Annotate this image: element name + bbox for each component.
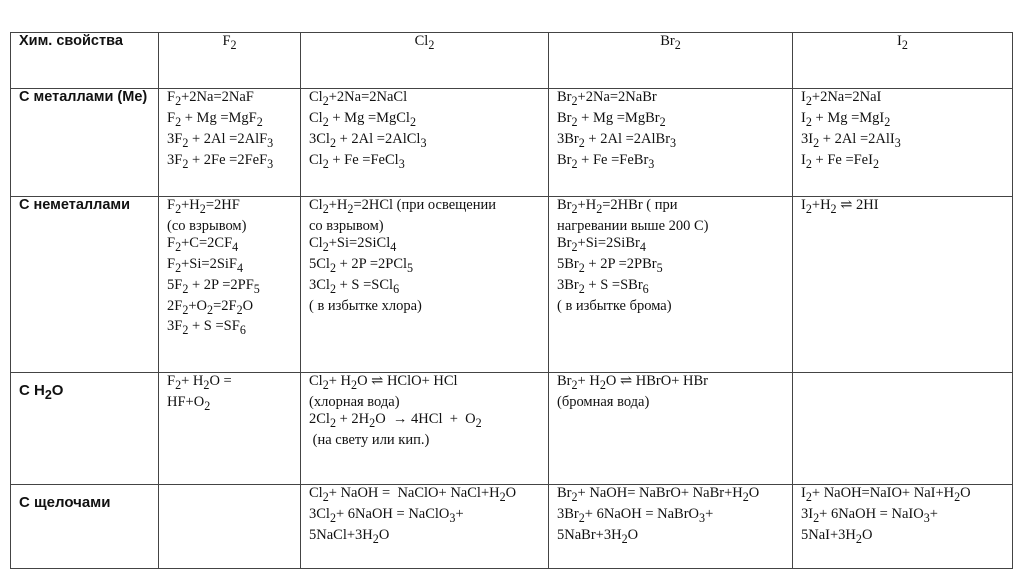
reaction-line: $Cl_2+ H_2O$ ⇌ HClO+ HCl	[309, 373, 458, 392]
cell-metals-i2	[793, 89, 1013, 197]
reaction-line: $Br_2 + Mg$ =MgBr$_2$	[557, 109, 666, 129]
cell-metals-f2	[159, 89, 301, 197]
header-br2: $Br_2$	[549, 33, 793, 89]
reaction-line: $5NaI+3H_2O$	[801, 526, 873, 546]
reaction-line: $5NaBr+3H_2O$	[557, 526, 639, 546]
reaction-line: $I_2+H_2$ ⇌ 2HI	[801, 197, 879, 216]
cell-water-br2	[549, 373, 793, 485]
reaction-line: (бромная вода)	[557, 393, 650, 410]
cell-water-i2	[793, 373, 1013, 485]
reaction-line: (на свету или кип.)	[309, 431, 430, 448]
reaction-line: $3Br_2 + S =SBr_6$	[557, 276, 649, 296]
reaction-line: ( в избытке брома)	[557, 297, 672, 314]
reaction-line: нагревании выше 200 С)	[557, 217, 709, 234]
reaction-line: $HF+O_2$	[167, 393, 211, 413]
reaction-line: $3F_2 + S =SF_6$	[167, 318, 246, 338]
row-label-alkali: С щелочами	[11, 485, 159, 569]
reaction-line: $3F_2 + 2Fe =2FeF_3$	[167, 151, 274, 171]
reaction-line: $Cl_2+H_2=2HCl$ (при освещении	[309, 197, 497, 216]
reaction-line: $Cl_2 + Fe$ =FeCl$_3$	[309, 151, 405, 171]
reaction-line: ( в избытке хлора)	[309, 297, 422, 314]
reaction-line: $3I_2 + 2Al =2AlI_3$	[801, 130, 901, 150]
row-water	[11, 373, 1013, 485]
reaction-line: $2F_2+O_2=2F_2O$	[167, 297, 254, 317]
reaction-line: $3I_2+$ 6NaOH = NaIO$_3$+	[801, 505, 938, 525]
header-i2: $I_2$	[793, 33, 1013, 89]
reaction-line: $3F_2 + 2Al =2AlF_3$	[167, 130, 274, 150]
reaction-line: $Br_2 + Fe$ =FeBr$_3$	[557, 151, 655, 171]
cell-water-f2	[159, 373, 301, 485]
reaction-line: $Cl_2+$ NaOH = NaClO+ $NaCl+H_2O$	[309, 485, 517, 504]
reaction-line: со взрывом)	[309, 217, 384, 234]
row-label-nonmetals: С неметаллами	[11, 197, 159, 373]
reaction-line: $3Br_2 + 2Al$ =2AlBr$_3$	[557, 130, 677, 150]
reaction-line: $5NaCl+3H_2O$	[309, 526, 390, 546]
reaction-line: $Cl_2+2Na=2NaCl$	[309, 89, 408, 108]
cell-alkali-i2	[793, 485, 1013, 569]
reaction-line: $I_2 + Fe =FeI_2$	[801, 151, 879, 171]
cell-nonmetals-i2	[793, 197, 1013, 373]
cell-water-cl2	[301, 373, 549, 485]
reaction-line: $Cl_2 + Mg$ =MgCl$_2$	[309, 109, 417, 129]
reaction-line: $3Cl_2+$ 6NaOH = NaClO$_3$+	[309, 505, 464, 525]
reaction-line: $3Cl_2 + S =SCl_6$	[309, 276, 400, 296]
cell-nonmetals-f2	[159, 197, 301, 373]
reaction-line: $F_2+2Na=2NaF$	[167, 89, 254, 108]
reaction-line: $F_2+C=2CF_4$	[167, 234, 239, 254]
row-nonmetals	[11, 197, 1013, 373]
reaction-line: (со взрывом)	[167, 217, 247, 234]
row-label-water: С $H_2O$	[11, 373, 159, 485]
reaction-line: (хлорная вода)	[309, 393, 400, 410]
reaction-line: $F_2+Si=2SiF_4$	[167, 255, 244, 275]
reaction-line: $Br_2+Si=2SiBr_4$	[557, 234, 646, 254]
reaction-line: $5Br_2 + 2P =2PBr_5$	[557, 255, 663, 275]
reaction-line: $Br_2+2Na=2NaBr$	[557, 89, 657, 108]
header-cl2: $Cl_2$	[301, 33, 549, 89]
reaction-line: $F_2 + Mg =MgF_2$	[167, 109, 263, 129]
reaction-line: $5Cl_2 + 2P =2PCl_5$	[309, 255, 414, 275]
cell-metals-cl2	[301, 89, 549, 197]
reaction-line: $Br_2+H_2=2HBr$ ( при	[557, 197, 678, 216]
cell-alkali-br2	[549, 485, 793, 569]
reaction-line: $Cl_2+Si=2SiCl_4$	[309, 234, 397, 254]
cell-alkali-f2	[159, 485, 301, 569]
reaction-line: $I_2+2Na=2NaI$	[801, 89, 882, 108]
row-label-metals: С металлами (Ме)	[11, 89, 159, 197]
reaction-line: $3Br_2+$ 6NaOH = NaBrO$_3$+	[557, 505, 714, 525]
header-corner: Хим. свойства	[11, 33, 159, 89]
reaction-line: $I_2 + Mg =MgI_2$	[801, 109, 891, 129]
cell-nonmetals-br2	[549, 197, 793, 373]
reaction-line: $2Cl_2 + 2H_2O \to 4HCl + O_2$	[309, 410, 482, 430]
reaction-line: $Br_2+ H_2O$ ⇌ HBrO+ HBr	[557, 373, 708, 392]
cell-alkali-cl2	[301, 485, 549, 569]
cell-nonmetals-cl2	[301, 197, 549, 373]
row-metals	[11, 89, 1013, 197]
reaction-line: $I_2+$ NaOH=NaIO+ $NaI+H_2O$	[801, 485, 971, 504]
cell-metals-br2	[549, 89, 793, 197]
header-row	[11, 33, 1013, 89]
reaction-line: $5F_2 + 2P =2PF_5$	[167, 276, 260, 296]
header-f2: $F_2$	[159, 33, 301, 89]
reaction-line: $3Cl_2 + 2Al$ =2AlCl$_3$	[309, 130, 427, 150]
halogen-properties-table	[10, 32, 1013, 569]
reaction-line: $Br_2+$ NaOH= NaBrO+ $NaBr+H_2O$	[557, 485, 760, 504]
reaction-line: $F_2+ H_2O$ =	[167, 373, 232, 392]
reaction-line: $F_2+H_2=2HF$	[167, 197, 240, 216]
row-alkali	[11, 485, 1013, 569]
